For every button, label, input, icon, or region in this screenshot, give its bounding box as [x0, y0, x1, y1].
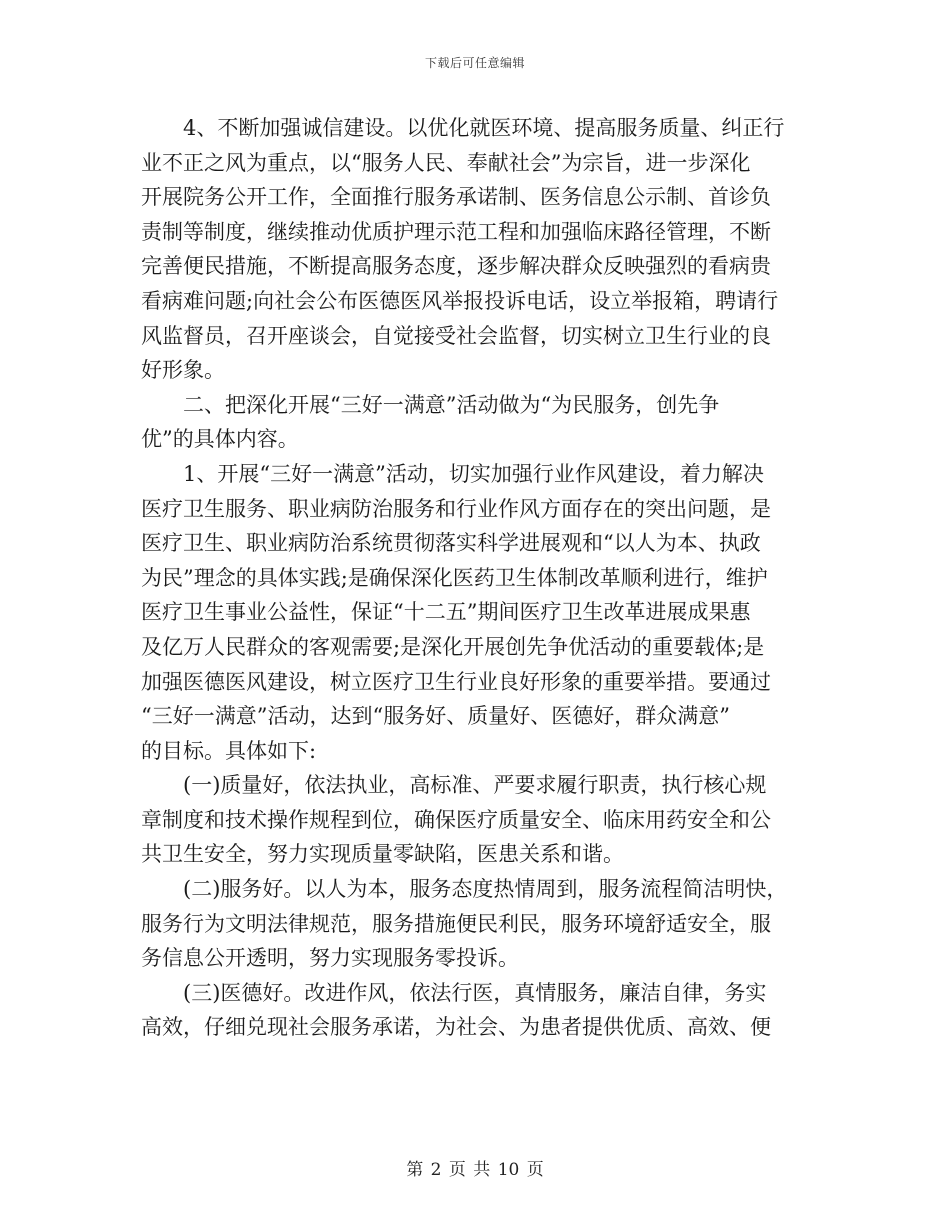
text-line: 及亿万人民群众的客观需要;是深化开展创先争优活动的重要载体;是: [141, 634, 765, 659]
text-line: 医疗卫生服务、职业病防治服务和行业作风方面存在的突出问题，是: [141, 496, 771, 521]
text-line: 开展院务公开工作，全面推行服务承诺制、医务信息公示制、首诊负: [141, 185, 771, 210]
text-line: “三好一满意”活动，达到“服务好、质量好、医德好，群众满意”: [141, 704, 730, 729]
text-line: 优”的具体内容。: [141, 427, 299, 452]
page-header: 下载后可任意编辑: [424, 56, 525, 70]
page-number: 第 2 页 共 10 页: [406, 1160, 544, 1180]
text-line: 加强医德医风建设，树立医疗卫生行业良好形象的重要举措。要通过: [141, 669, 771, 694]
text-line: 1、开展“三好一满意”活动，切实加强行业作风建设，着力解决: [183, 461, 764, 486]
text-line: 好形象。: [141, 358, 225, 383]
text-line: (三)医德好。改进作风，依法行医，真情服务，廉洁自律，务实: [183, 980, 767, 1005]
text-line: 共卫生安全，努力实现质量零缺陷，医患关系和谐。: [141, 842, 624, 867]
text-line: 二、把深化开展“三好一满意”活动做为“为民服务，创先争: [183, 392, 720, 417]
text-line: (二)服务好。以人为本，服务态度热情周到，服务流程简洁明快，: [183, 877, 788, 902]
text-line: 为民”理念的具体实践;是确保深化医药卫生体制改革顺利进行，维护: [141, 565, 768, 590]
text-line: 章制度和技术操作规程到位，确保医疗质量安全、临床用药安全和公: [141, 807, 771, 832]
text-line: 医疗卫生事业公益性，保证“十二五”期间医疗卫生改革进展成果惠: [141, 600, 751, 625]
text-line: 责制等制度，继续推动优质护理示范工程和加强临床路径管理，不断: [141, 219, 771, 244]
text-line: 看病难问题;向社会公布医德医风举报投诉电话，设立举报箱，聘请行: [141, 288, 779, 313]
text-line: 高效，仔细兑现社会服务承诺，为社会、为患者提供优质、高效、便: [141, 1015, 771, 1040]
document-body: [141, 111, 809, 1045]
text-line: 服务行为文明法律规范，服务措施便民利民，服务环境舒适安全，服: [141, 911, 771, 936]
text-line: 业不正之风为重点，以“服务人民、奉献社会”为宗旨，进一步深化: [141, 150, 751, 175]
text-line: 务信息公开透明，努力实现服务零投诉。: [141, 946, 519, 971]
text-line: 4、不断加强诚信建设。以优化就医环境、提高服务质量、纠正行: [183, 116, 785, 140]
text-line: (一)质量好，依法执业，高标准、严要求履行职责，执行核心规: [183, 773, 767, 798]
text-line: 完善便民措施，不断提高服务态度，逐步解决群众反映强烈的看病贵: [141, 254, 771, 279]
text-line: 医疗卫生、职业病防治系统贯彻落实科学进展观和“以人为本、执政: [141, 531, 761, 556]
text-line: 风监督员，召开座谈会，自觉接受社会监督，切实树立卫生行业的良: [141, 323, 771, 348]
text-line: 的目标。具体如下:: [141, 738, 317, 763]
